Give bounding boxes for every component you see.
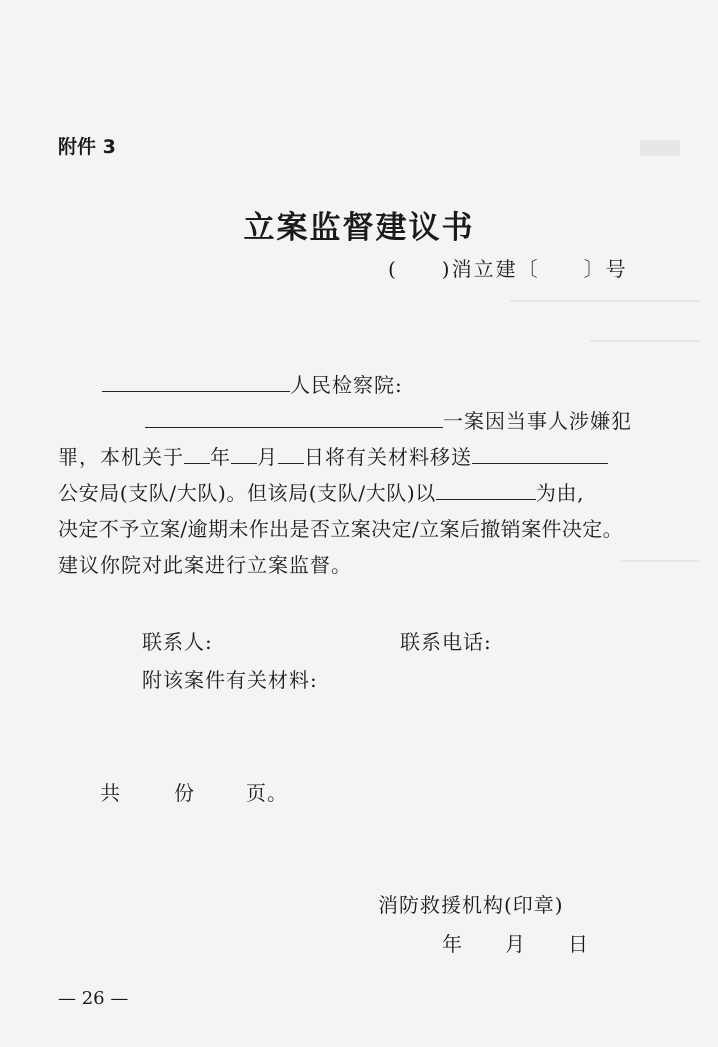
signing-organization: 消防救援机构(印章) [378, 893, 564, 917]
blank-day[interactable] [278, 443, 304, 464]
signature-day: 日 [568, 932, 589, 956]
copies-pages: 页。 [246, 781, 288, 805]
text-p2a: 公安局(支队/大队)。但该局(支队/大队)以 [58, 481, 436, 505]
blank-reason[interactable] [436, 479, 536, 500]
contact-phone-label: 联系电话: [400, 630, 492, 654]
text-p2b: 为由, [535, 481, 585, 505]
addressee-suffix: 人民检察院: [290, 373, 403, 397]
text-day: 日将有关材料移送 [304, 445, 472, 469]
page-number: — 26 — [58, 988, 129, 1009]
blank-month[interactable] [231, 443, 257, 464]
text-month: 月 [257, 445, 278, 469]
attachment-label: 附件 3 [58, 136, 116, 158]
case-line [145, 405, 632, 434]
text-p1a: 罪，本机关于 [58, 445, 184, 469]
blank-procuratorate[interactable] [102, 371, 290, 392]
blank-case-name[interactable] [145, 407, 443, 428]
blank-police-bureau[interactable] [472, 443, 608, 464]
text-year: 年 [210, 445, 231, 469]
attached-materials-label: 附该案件有关材料: [142, 668, 318, 692]
document-number: ( )消立建〔 〕号 [388, 257, 628, 281]
body-line-4: 建议你院对此案进行立案监督。 [58, 553, 352, 577]
bleed-through-mark [590, 340, 700, 342]
blank-year[interactable] [184, 443, 210, 464]
bleed-through-mark [620, 560, 700, 562]
bleed-through-mark [640, 140, 680, 156]
body-line-2 [58, 477, 584, 506]
contact-person-label: 联系人: [142, 630, 213, 654]
bleed-through-mark [510, 300, 700, 302]
copies-total: 共 [100, 781, 121, 805]
body-line-1 [58, 441, 608, 470]
addressee-line [102, 369, 403, 398]
case-suffix: 一案因当事人涉嫌犯 [443, 409, 632, 433]
copies-count: 份 [174, 781, 195, 805]
body-line-3: 决定不予立案/逾期未作出是否立案决定/立案后撤销案件决定。 [58, 517, 624, 541]
signature-month: 月 [505, 932, 526, 956]
signature-year: 年 [442, 932, 463, 956]
document-title: 立案监督建议书 [243, 210, 475, 246]
